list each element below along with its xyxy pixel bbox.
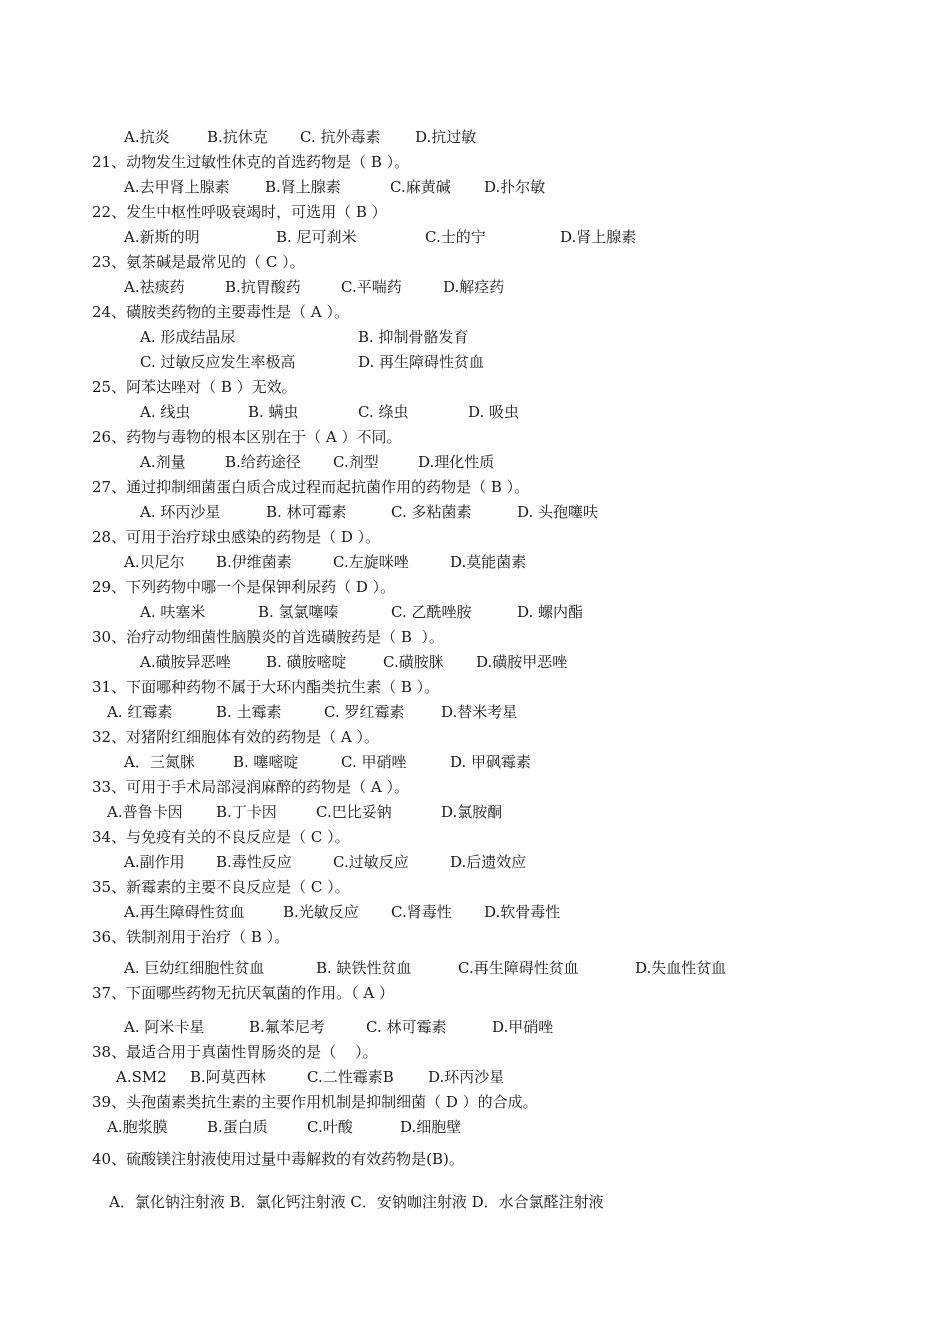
answer-option: C. 绦虫 [358,403,409,421]
answer-option: C. 抗外毒素 [300,128,381,146]
options-line [0,177,950,197]
options-line [0,602,950,622]
answer-option: B.抗休克 [207,128,268,146]
answer-option: D.替米考星 [441,703,518,721]
answer-option: C. 罗红霉素 [324,703,405,721]
answer-option: C. 过敏反应发生率极高 [140,353,296,371]
answer-option: D.理化性质 [418,453,495,471]
options-line [0,277,950,297]
answer-option: C. 林可霉素 [366,1018,447,1036]
answer-option: B. 螨虫 [248,403,299,421]
options-line [0,852,950,872]
options-line [0,702,950,722]
question-line: 25、阿苯达唑对（ B ）无效。 [92,378,297,396]
options-line [0,1192,950,1212]
question-line: 39、头孢菌素类抗生素的主要作用机制是抑制细菌（ D ）的合成。 [92,1093,538,1111]
answer-option: B.肾上腺素 [265,178,341,196]
answer-option: A.新斯的明 [124,228,200,246]
question-line: 37、下面哪些药物无抗厌氧菌的作用。（ A ） [92,984,394,1002]
answer-option: C.磺胺脒 [383,653,444,671]
answer-option: A.去甲肾上腺素 [124,178,230,196]
answer-option: C.肾毒性 [391,903,452,921]
options-line [0,1117,950,1137]
options-line [0,227,950,247]
answer-option: A．氯化钠注射液 B．氯化钙注射液 C．安钠咖注射液 D．水合氯醛注射液 [109,1193,604,1211]
answer-option: B. 土霉素 [216,703,282,721]
answer-option: A. 环丙沙星 [140,503,221,521]
answer-option: B. 噻嘧啶 [233,753,299,771]
question-line: 26、药物与毒物的根本区别在于（ A ）不同。 [92,428,402,446]
answer-option: C. 甲硝唑 [341,753,407,771]
answer-option: C.再生障碍性贫血 [458,959,579,977]
question-line: 40、硫酸镁注射液使用过量中毒解救的有效药物是(B)。 [92,1150,464,1168]
answer-option: D.扑尔敏 [484,178,546,196]
answer-option: C.平喘药 [341,278,402,296]
answer-option: A. 呋塞米 [140,603,206,621]
question-line: 21、动物发生过敏性休克的首选药物是（ B ）。 [92,153,410,171]
question-line: 38、最适合用于真菌性胃肠炎的是（ ）。 [92,1043,378,1061]
options-line [0,552,950,572]
answer-option: B.蛋白质 [207,1118,268,1136]
answer-option: C. 多粘菌素 [391,503,472,521]
answer-option: D.莫能菌素 [450,553,527,571]
answer-option: B. 抑制骨骼发育 [358,328,469,346]
options-line [0,327,950,347]
question-line: 28、可用于治疗球虫感染的药物是（ D ）。 [92,528,381,546]
answer-option: B.光敏反应 [283,903,359,921]
answer-option: B. 缺铁性贫血 [316,959,412,977]
answer-option: B.毒性反应 [216,853,292,871]
answer-option: C.士的宁 [425,228,486,246]
answer-option: D. 再生障碍性贫血 [358,353,485,371]
question-line: 27、通过抑制细菌蛋白质合成过程而起抗菌作用的药物是（ B ）。 [92,478,530,496]
answer-option: A.祛痰药 [124,278,185,296]
answer-option: A.胞浆膜 [107,1118,168,1136]
answer-option: B. 氢氯噻嗪 [258,603,339,621]
options-line [0,402,950,422]
answer-option: D.解痉药 [443,278,505,296]
answer-option: A.磺胺异恶唑 [140,653,231,671]
options-line [0,127,950,147]
answer-option: C.过敏反应 [333,853,409,871]
answer-option: C. 乙酰唑胺 [391,603,472,621]
options-line [0,958,950,978]
options-line [0,1017,950,1037]
question-line: 33、可用于手术局部浸润麻醉的药物是（ A ）。 [92,778,409,796]
answer-option: C.剂型 [333,453,379,471]
answer-option: A.SM2 [116,1068,167,1086]
question-line: 24、磺胺类药物的主要毒性是（ A ）。 [92,303,349,321]
answer-option: B. 林可霉素 [266,503,347,521]
answer-option: C.左旋咪唑 [333,553,409,571]
answer-option: D.失血性贫血 [635,959,727,977]
answer-option: A.副作用 [124,853,185,871]
answer-option: D.肾上腺素 [560,228,637,246]
answer-option: A. 线虫 [140,403,191,421]
answer-option: D. 吸虫 [468,403,520,421]
options-line [0,752,950,772]
options-line [0,902,950,922]
answer-option: D. 头孢噻呋 [517,503,599,521]
question-line: 32、对猪附红细胞体有效的药物是（ A ）。 [92,728,379,746]
answer-option: D.甲硝唑 [492,1018,554,1036]
answer-option: B.给药途径 [225,453,301,471]
question-line: 34、与免疫有关的不良反应是（ C ）。 [92,828,350,846]
question-line: 31、下面哪种药物不属于大环内酯类抗生素（ B ）。 [92,678,440,696]
answer-option: D.环丙沙星 [428,1068,505,1086]
answer-option: A. 形成结晶尿 [140,328,236,346]
question-line: 36、铁制剂用于治疗（ B ）。 [92,928,290,946]
answer-option: C.二性霉素B [307,1068,394,1086]
options-line [0,352,950,372]
answer-option: C.麻黄碱 [390,178,451,196]
answer-option: C.叶酸 [307,1118,353,1136]
options-line [0,652,950,672]
options-line [0,452,950,472]
answer-option: C.巴比妥钠 [316,803,392,821]
answer-option: D.氯胺酮 [441,803,503,821]
question-line: 35、新霉素的主要不良反应是（ C ）。 [92,878,350,896]
answer-option: D.抗过敏 [415,128,477,146]
answer-option: B.阿莫西林 [190,1068,266,1086]
answer-option: B. 尼可刹米 [276,228,357,246]
answer-option: D.后遗效应 [450,853,527,871]
answer-option: B.伊维菌素 [216,553,292,571]
answer-option: D.软骨毒性 [484,903,561,921]
answer-option: D.细胞壁 [400,1118,462,1136]
answer-option: B.抗胃酸药 [225,278,301,296]
question-line: 29、下列药物中哪一个是保钾利尿药（ D ）。 [92,578,396,596]
question-line: 22、发生中枢性呼吸衰竭时，可选用（ B ） [92,203,387,221]
options-line [0,502,950,522]
answer-option: A. 阿米卡星 [124,1018,205,1036]
answer-option: A. 红霉素 [107,703,173,721]
answer-option: D.磺胺甲恶唑 [476,653,568,671]
answer-option: A．三氮脒 [124,753,195,771]
answer-option: A. 巨幼红细胞性贫血 [124,959,265,977]
answer-option: D. 螺内酯 [517,603,584,621]
answer-option: A.贝尼尔 [124,553,185,571]
options-line [0,1067,950,1087]
answer-option: D. 甲砜霉素 [450,753,532,771]
answer-option: A.再生障碍性贫血 [124,903,245,921]
answer-option: B.氟苯尼考 [249,1018,325,1036]
question-line: 30、治疗动物细菌性脑膜炎的首选磺胺药是（ B ）。 [92,628,444,646]
answer-option: B. 磺胺嘧啶 [266,653,347,671]
answer-option: A.剂量 [140,453,186,471]
answer-option: A.抗炎 [124,128,170,146]
question-line: 23、氨茶碱是最常见的（ C ）。 [92,253,305,271]
answer-option: B.丁卡因 [216,803,277,821]
answer-option: A.普鲁卡因 [107,803,183,821]
options-line [0,802,950,822]
